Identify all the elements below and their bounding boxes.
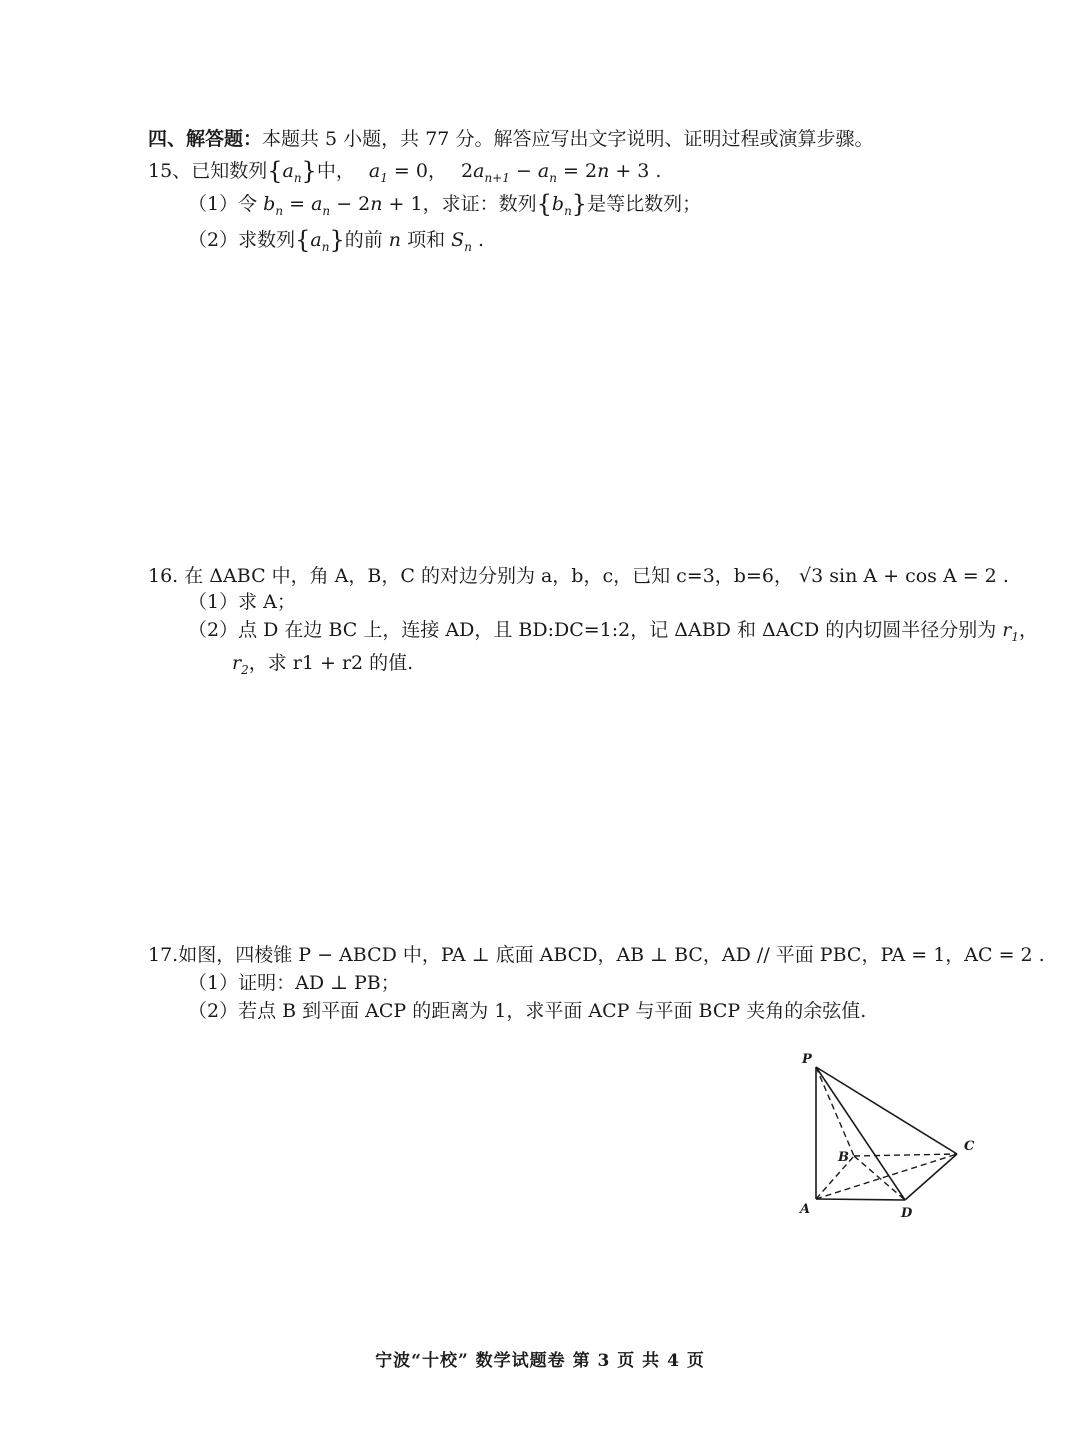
label-C: C [964,1139,975,1154]
label-B: B [838,1150,849,1165]
question-16-formula: √3 sin A + cos A = 2 [799,565,997,587]
r2: $r_2$ [232,652,249,677]
edge-PC [816,1067,957,1154]
section-description: 本题共 5 小题，共 77 分。解答应写出文字说明、证明过程或演算步骤。 [262,128,874,150]
part-label: （1） [188,193,239,215]
period: . [471,229,485,251]
pyramid-figure [790,1042,990,1227]
question-16-part-2-continued [232,650,413,683]
seq-a: $a_n$ [310,229,330,254]
question-17-part-1 [188,970,400,996]
brace-right: } [571,190,588,218]
question-15-part-1 [188,191,701,224]
question-15-stem-text: 已知数列 [191,160,268,182]
variable-n: n [388,229,402,251]
part-label: （1） [188,591,239,613]
question-15-stem-mid: 中， [316,160,355,182]
question-15-part-2 [188,227,484,260]
label-A: A [800,1202,811,1217]
r1: $r_1$ [1002,619,1020,644]
part-text: ，求证：数列 [422,193,537,215]
seq-b: $b_n$ [551,193,572,218]
question-16-stem [148,563,1009,589]
brace-left: { [536,190,552,218]
label-D: D [901,1206,913,1221]
question-17-part-2 [188,998,866,1024]
question-16-stem-text: 在 ΔABC 中，角 A，B，C 的对边分别为 a，b，c，已知 c=3，b=6， [184,565,793,587]
period: . [996,565,1009,587]
part-label: （2） [188,1000,239,1022]
brace-left: { [267,157,283,185]
part-text: 求数列 [238,229,296,251]
edge-AD [816,1199,905,1200]
part-text: 令 [238,193,258,215]
question-16-part-2 [188,617,1038,650]
section-heading [148,126,873,152]
question-15-stem [148,158,661,191]
part-text: 若点 B 到平面 ACP 的距离为 1，求平面 ACP 与平面 BCP 夹角的余弦值. [238,1000,867,1022]
part-text: 是等比数列； [587,193,702,215]
question-17-stem-text: 如图，四棱锥 P − ABCD 中，PA ⊥ 底面 ABCD，AB ⊥ BC，AD // 平面 PBC，PA = 1，AC = 2 . [178,944,1045,966]
edge-PB [816,1067,854,1156]
question-15-number: 15、 [148,160,192,182]
part-label: （1） [188,972,239,994]
section-heading-label: 四、解答题： [148,128,263,150]
question-17-number: 17. [148,944,179,966]
part-text: 项和 [407,229,446,251]
comma: ， [1019,619,1039,641]
brace-right: } [329,226,345,254]
question-16-part-1 [188,589,296,615]
question-15-condition-1: $a_1 = 0$ [368,160,428,185]
part-text: 证明：AD ⊥ PB； [238,972,400,994]
edge-PD [816,1067,905,1200]
part-label: （2） [188,619,239,641]
page-footer: 宁波“十校” 数学试题卷 第 3 页 共 4 页 [375,1351,705,1371]
label-P: P [802,1052,812,1067]
question-16-number: 16. [148,565,179,587]
brace-right: } [301,157,317,185]
part-text: ，求 r1 + r2 的值. [248,652,414,674]
question-15-definition-b: $b_n = a_n - 2n + 1$ [263,193,423,218]
part-text: 点 D 在边 BC 上，连接 AD，且 BD:DC=1:2，记 ΔABD 和 ΔACD 的内切圆半径分别为 [238,619,997,641]
question-17-stem [148,942,1045,968]
seq-a: $a_n$ [282,160,302,185]
edge-BC [854,1154,957,1156]
edge-DC [905,1154,957,1200]
comma: ， [427,160,447,182]
part-label: （2） [188,229,239,251]
part-text: 求 A； [238,591,296,613]
question-15-condition-2: $2a_{n+1} - a_n = 2n + 3$ . [461,160,662,185]
brace-left: { [295,226,311,254]
sum-S: $S_n$ [451,229,472,254]
part-text: 的前 [344,229,383,251]
